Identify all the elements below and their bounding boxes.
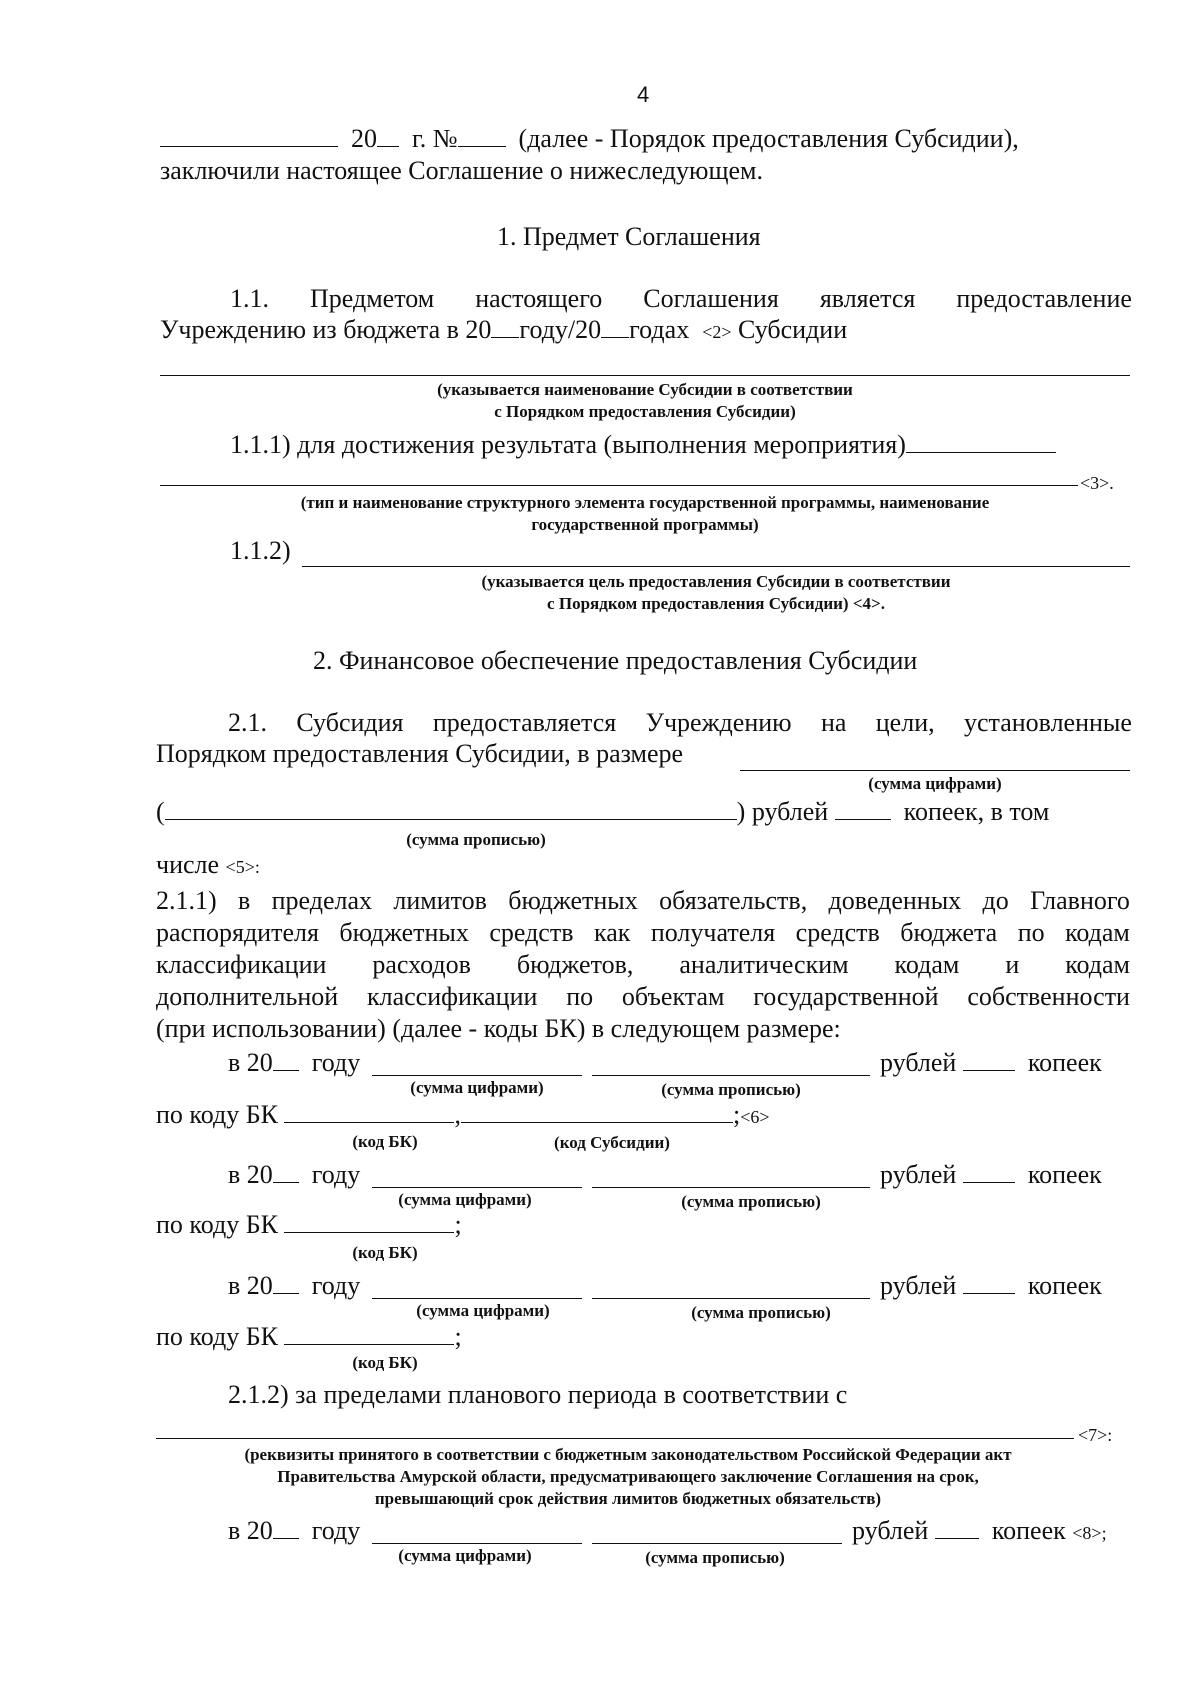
word: Соглашения <box>643 284 779 313</box>
footnote-ref-3: <3>. <box>1080 473 1114 493</box>
word: предоставление <box>956 284 1132 313</box>
word: в <box>238 886 251 915</box>
blank-line <box>273 1271 299 1294</box>
footnote-ref-7: <7>: <box>1078 1425 1113 1445</box>
sum-words-line <box>592 1075 870 1076</box>
word: аналитическим <box>679 950 849 979</box>
text: в 20 <box>228 1271 273 1300</box>
blank-line <box>273 1160 299 1183</box>
word: обязательств, <box>659 886 808 915</box>
word: предоставляется <box>432 708 617 737</box>
blank-line <box>935 1516 979 1539</box>
word: до <box>982 886 1009 915</box>
word: Субсидия <box>296 708 404 737</box>
sum-digits-line <box>372 1298 582 1299</box>
word: настоящего <box>475 284 603 313</box>
text: копеек <box>1027 1271 1102 1300</box>
sum-words-line <box>592 1187 870 1188</box>
text: в 20 <box>228 1160 273 1189</box>
sum-digits-line <box>740 770 1130 771</box>
sum-digits-line <box>372 1543 582 1544</box>
word: 2.1.1) <box>156 886 217 915</box>
blank-line <box>835 797 891 820</box>
word: бюджетных <box>339 918 469 947</box>
year-row-4 <box>228 1516 360 1546</box>
word: бюджетных <box>508 886 638 915</box>
blank-line <box>273 1048 299 1071</box>
word: кодам <box>1065 918 1130 947</box>
blank-line <box>963 1048 1015 1071</box>
p11-line-2 <box>160 315 847 347</box>
text: копеек <box>1027 1048 1102 1077</box>
word: бюджета <box>900 918 998 947</box>
rub-kop-3 <box>880 1271 1102 1301</box>
caption-digits: (сумма цифрами) <box>398 1546 532 1565</box>
text: году <box>311 1048 361 1077</box>
word: кодам <box>1065 950 1130 979</box>
word: 2.1. <box>228 708 267 737</box>
word: Предметом <box>310 284 435 313</box>
kod-bk-row-1 <box>156 1100 770 1132</box>
word: распорядителя <box>156 918 319 947</box>
caption-program-2: государственной программы) <box>531 515 759 534</box>
caption-subsidy-2: с Порядком предоставления Субсидии) <box>494 402 796 421</box>
p211-line-2 <box>156 918 1130 948</box>
blank-line <box>273 1516 299 1539</box>
caption-words: (сумма прописью) <box>661 1080 801 1099</box>
word: средств <box>795 918 880 947</box>
text: году <box>311 1160 361 1189</box>
word: бюджетов, <box>516 950 634 979</box>
intro-further: (далее - Порядок предоставления Субсидии), <box>518 124 1019 153</box>
caption-act-1: (реквизиты принятого в соответствии с бюджетным законодательством Российской Федерации акт <box>244 1445 1012 1464</box>
text: , <box>454 1100 461 1129</box>
blank-line <box>377 124 399 147</box>
blank-line <box>458 124 506 147</box>
caption-goal-1: (указывается цель предоставления Субсидии в соответствии <box>481 572 951 591</box>
caption-act-3: превышающий срок действия лимитов бюджетных обязательств) <box>374 1489 882 1508</box>
word: является <box>819 284 916 313</box>
caption-kod-bk: (код БК) <box>352 1243 418 1262</box>
word: цели, <box>875 708 935 737</box>
text: копеек, в том <box>903 797 1050 826</box>
intro-year: 20 <box>351 124 377 153</box>
word: пределах <box>271 886 373 915</box>
p11-line-1 <box>230 284 1132 314</box>
text: копеек <box>1027 1160 1102 1189</box>
blank-line <box>160 124 338 147</box>
sum-words-line <box>156 797 1049 827</box>
word: и <box>1005 950 1020 979</box>
year-row-2 <box>228 1160 360 1190</box>
text: рублей <box>852 1516 929 1545</box>
caption-kod-bk: (код БК) <box>352 1353 418 1372</box>
word: доведенных <box>828 886 962 915</box>
word: установленные <box>963 708 1132 737</box>
goal-line <box>302 566 1130 567</box>
text: году <box>311 1271 361 1300</box>
text: в 20 <box>228 1516 273 1545</box>
p112-label: 1.1.2) <box>230 536 291 565</box>
text: рублей <box>880 1271 957 1300</box>
caption-sum-words: (сумма прописью) <box>406 830 546 849</box>
p212-line: 2.1.2) за пределами планового периода в соответствии с <box>228 1380 848 1409</box>
word: кодам <box>894 950 960 979</box>
text: ) рублей <box>736 797 829 826</box>
caption-subsidy-1: (указывается наименование Субсидии в соответствии <box>437 380 853 399</box>
footnote-ref: <6> <box>740 1107 770 1127</box>
caption-digits: (сумма цифрами) <box>416 1301 550 1320</box>
caption-act-2: Правительства Амурской области, предусматривающего заключение Соглашения на срок, <box>277 1467 979 1486</box>
subsidy-name-line <box>160 375 1130 376</box>
text: числе <box>156 850 220 879</box>
p211-line-3 <box>156 950 1130 980</box>
intro-line-2: заключили настоящее Соглашение о нижеследующем. <box>160 156 763 185</box>
text: годах <box>629 315 690 344</box>
text: по коду БК <box>156 1210 278 1239</box>
text: ( <box>156 797 165 826</box>
word: на <box>820 708 847 737</box>
year-row-3 <box>228 1271 360 1301</box>
section2-title: 2. Финансовое обеспечение предоставления Субсидии <box>313 646 918 675</box>
caption-words: (сумма прописью) <box>681 1192 821 1211</box>
sum-words-line <box>592 1298 870 1299</box>
caption-sum-digits: (сумма цифрами) <box>868 774 1002 793</box>
caption-kod-subs: (код Субсидии) <box>554 1133 670 1152</box>
word: по <box>1017 918 1045 947</box>
word: по <box>566 982 594 1011</box>
p21-line-1 <box>228 708 1132 738</box>
word: расходов <box>372 950 471 979</box>
text: ; <box>454 1322 462 1351</box>
blank-line <box>165 797 737 820</box>
word: государственной <box>753 982 939 1011</box>
caption-goal-2: с Порядком предоставления Субсидии) <4>. <box>547 594 885 613</box>
caption-words: (сумма прописью) <box>691 1303 831 1322</box>
caption-digits: (сумма цифрами) <box>398 1190 532 1209</box>
text: рублей <box>880 1048 957 1077</box>
blank-line <box>284 1210 454 1233</box>
word: дополнительной <box>156 982 339 1011</box>
text: по коду БК <box>156 1100 278 1129</box>
sum-words-line <box>592 1543 842 1544</box>
word: 1.1. <box>230 284 269 313</box>
text: копеек <box>991 1516 1066 1545</box>
kod-bk-row-2 <box>156 1210 462 1240</box>
caption-kod-bk: (код БК) <box>352 1132 418 1151</box>
year-row-1 <box>228 1048 360 1078</box>
blank-line <box>601 315 629 338</box>
caption-words: (сумма прописью) <box>645 1548 785 1567</box>
text: в 20 <box>228 1048 273 1077</box>
section1-title: 1. Предмет Соглашения <box>497 222 761 251</box>
blank-line <box>284 1322 454 1345</box>
p211-line-5: (при использовании) (далее - коды БК) в следующем размере: <box>156 1014 841 1043</box>
word: лимитов <box>393 886 487 915</box>
p21-line-2: Порядком предоставления Субсидии, в размере <box>156 739 684 768</box>
caption-digits: (сумма цифрами) <box>410 1078 544 1097</box>
intro-line-1 <box>160 124 1019 154</box>
sum-digits-line <box>372 1075 582 1076</box>
word: Учреждению <box>645 708 792 737</box>
word: средств <box>489 918 574 947</box>
word: получателя <box>650 918 776 947</box>
sum-digits-line <box>372 1187 582 1188</box>
blank-line <box>906 430 1056 453</box>
text: ; <box>454 1210 462 1239</box>
intro-number: г. № <box>412 124 458 153</box>
text: рублей <box>880 1160 957 1189</box>
kod-bk-row-3 <box>156 1322 462 1352</box>
caption-program-1: (тип и наименование структурного элемента государственной программы, наименование <box>300 493 990 512</box>
p211-line-4 <box>156 982 1130 1012</box>
blank-line <box>963 1271 1015 1294</box>
word: классификации <box>366 982 538 1011</box>
blank-line <box>461 1100 733 1123</box>
text: Субсидии <box>738 315 848 344</box>
p211-line-1 <box>156 886 1130 916</box>
word: классификации <box>156 950 327 979</box>
text: году <box>311 1516 361 1545</box>
rub-kop-1 <box>880 1048 1102 1078</box>
program-line <box>160 485 1078 486</box>
word: собственности <box>967 982 1130 1011</box>
blank-line <box>963 1160 1015 1183</box>
chisle-line <box>156 850 260 882</box>
footnote-ref: <2> <box>702 322 732 342</box>
text: Учреждению из бюджета в 20 <box>160 315 492 344</box>
blank-line <box>284 1100 454 1123</box>
rub-kop-2 <box>880 1160 1102 1190</box>
text: году/20 <box>519 315 602 344</box>
page-number: 4 <box>637 82 650 107</box>
p111-line <box>230 430 1056 460</box>
rub-kop-4 <box>852 1516 1107 1548</box>
act-line <box>156 1438 1074 1439</box>
blank-line <box>491 315 519 338</box>
text: 1.1.1) для достижения результата (выполнения мероприятия) <box>230 430 906 459</box>
text: ; <box>732 1100 741 1129</box>
text: по коду БК <box>156 1322 278 1351</box>
word: Главного <box>1030 886 1130 915</box>
footnote-ref: <8>; <box>1072 1523 1107 1543</box>
word: как <box>593 918 631 947</box>
footnote-ref: <5>: <box>225 857 260 877</box>
word: объектам <box>621 982 725 1011</box>
